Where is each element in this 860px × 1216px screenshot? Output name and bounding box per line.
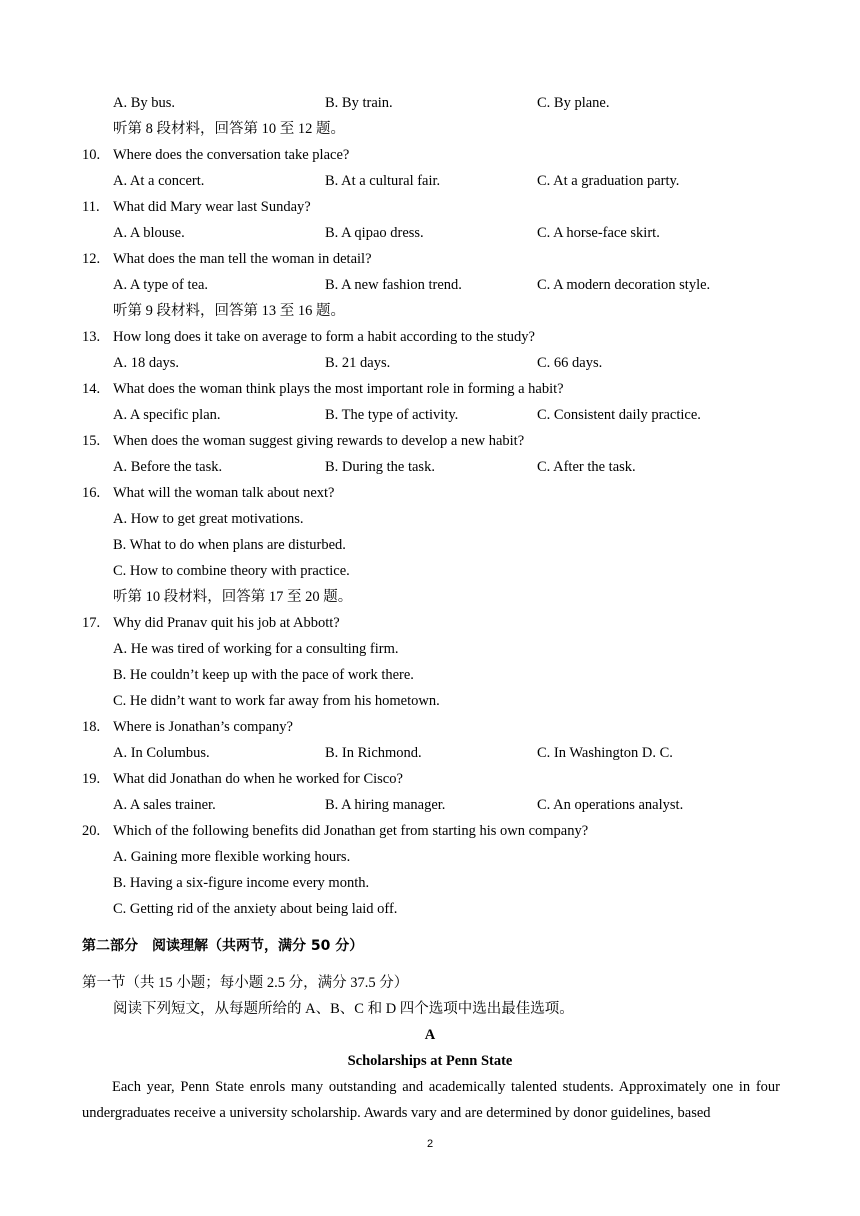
passage-paragraph: Each year, Penn State enrols many outstanding and academically talented students. Approximately one in four undergraduates receive a university scholarship. Awards vary and are determined by donor guidelines, based [82, 1079, 780, 1121]
option-a: A. 18 days. [113, 355, 180, 371]
option-b: B. A qipao dress. [325, 225, 424, 241]
passage-title: Scholarships at Penn State [347, 1053, 513, 1069]
option-a: A. How to get great motivations. [113, 511, 304, 527]
question-number: 18. [82, 719, 101, 735]
option-c: C. In Washington D. C. [537, 745, 673, 761]
option-c: C. After the task. [537, 459, 636, 475]
option-c: C. Consistent daily practice. [537, 407, 701, 423]
option-b: B. 21 days. [325, 355, 391, 371]
q9-option-a: A. By bus. [113, 95, 176, 111]
option-c: C. He didn’t want to work far away from his hometown. [113, 693, 440, 709]
option-a: A. In Columbus. [113, 745, 210, 761]
option-b: B. The type of activity. [325, 407, 459, 423]
option-c: C. An operations analyst. [537, 797, 684, 813]
option-b: B. What to do when plans are disturbed. [113, 537, 346, 553]
question-number: 16. [82, 485, 101, 501]
option-a: A. He was tired of working for a consulting firm. [113, 641, 399, 657]
option-a: A. Before the task. [113, 459, 223, 475]
question-text: What does the woman think plays the most important role in forming a habit? [113, 381, 564, 397]
passage-letter: A [424, 1027, 436, 1043]
question-number: 11. [82, 199, 100, 215]
option-c: C. Getting rid of the anxiety about being laid off. [113, 901, 398, 917]
instruction-section-10: 听第 10 段材料，回答第 17 至 20 题。 [113, 589, 353, 605]
option-a: A. At a concert. [113, 173, 205, 189]
option-b: B. In Richmond. [325, 745, 422, 761]
reading-instruction: 阅读下列短文，从每题所给的 A、B、C 和 D 四个选项中选出最佳选项。 [113, 1001, 574, 1017]
question-number: 12. [82, 251, 101, 267]
option-a: A. A specific plan. [113, 407, 221, 423]
question-number: 19. [82, 771, 101, 787]
question-number: 10. [82, 147, 101, 163]
option-c: C. At a graduation party. [537, 173, 680, 189]
q9-option-c: C. By plane. [537, 95, 610, 111]
section-one-heading: 第一节（共 15 小题；每小题 2.5 分，满分 37.5 分） [82, 975, 409, 991]
instruction-section-9: 听第 9 段材料，回答第 13 至 16 题。 [113, 303, 345, 319]
question-text: What did Jonathan do when he worked for Cisco? [113, 771, 403, 787]
option-c: C. How to combine theory with practice. [113, 563, 350, 579]
option-b: B. A hiring manager. [325, 797, 446, 813]
question-text: Where is Jonathan’s company? [113, 719, 293, 735]
option-a: A. A blouse. [113, 225, 185, 241]
option-b: B. He couldn’t keep up with the pace of work there. [113, 667, 414, 683]
question-number: 20. [82, 823, 101, 839]
question-text: What will the woman talk about next? [113, 485, 335, 501]
question-text: What did Mary wear last Sunday? [113, 199, 311, 215]
question-text: What does the man tell the woman in detail? [113, 251, 372, 267]
option-b: B. A new fashion trend. [325, 277, 462, 293]
q9-option-b: B. By train. [325, 95, 393, 111]
question-text: Where does the conversation take place? [113, 147, 350, 163]
option-c: C. 66 days. [537, 355, 603, 371]
question-number: 15. [82, 433, 101, 449]
option-b: B. During the task. [325, 459, 435, 475]
option-b: B. At a cultural fair. [325, 173, 441, 189]
instruction-section-8: 听第 8 段材料，回答第 10 至 12 题。 [113, 121, 345, 137]
question-number: 13. [82, 329, 101, 345]
option-c: C. A modern decoration style. [537, 277, 711, 293]
option-a: A. A type of tea. [113, 277, 209, 293]
question-text: How long does it take on average to form a habit according to the study? [113, 329, 535, 345]
question-number: 14. [82, 381, 101, 397]
question-text: Why did Pranav quit his job at Abbott? [113, 615, 340, 631]
question-text: Which of the following benefits did Jonathan get from starting his own company? [113, 823, 589, 839]
option-a: A. Gaining more flexible working hours. [113, 849, 351, 865]
option-a: A. A sales trainer. [113, 797, 216, 813]
option-c: C. A horse-face skirt. [537, 225, 660, 241]
question-text: When does the woman suggest giving rewards to develop a new habit? [113, 433, 525, 449]
part-two-heading: 第二部分 阅读理解（共两节，满分 50 分） [82, 938, 364, 954]
option-b: B. Having a six-figure income every month. [113, 875, 370, 891]
page-number: 2 [426, 1138, 434, 1150]
question-number: 17. [82, 615, 101, 631]
